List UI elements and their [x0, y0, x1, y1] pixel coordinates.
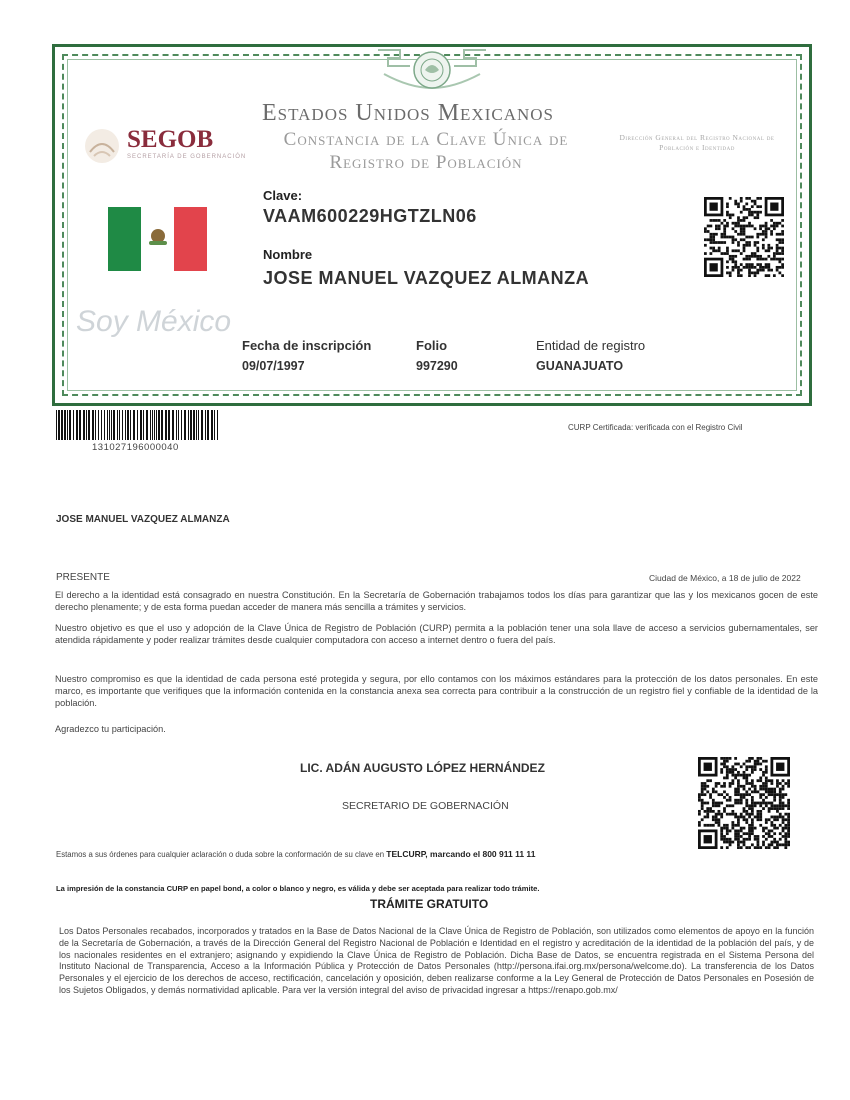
- segob-subtitle: SECRETARÍA DE GOBERNACIÓN: [127, 154, 247, 160]
- curp-value: VAAM600229HGTZLN06: [263, 206, 477, 226]
- paragraph-3: Nuestro compromiso es que la identidad de cada persona esté protegida y segura, por ello contamos con los máximos estándares para la protección de los datos personales. En este marco, es importante que verifiques que la información contenida en la constancia anexa sea correcta para contribuir a la construcción de un registro fiel y confiable de la identidad de la población.: [55, 674, 818, 708]
- validity-note: La impresión de la constancia CURP en papel bond, a color o blanco y negro, es válida y debe ser aceptada para realizar todo trámite.: [56, 884, 540, 893]
- entidad-value: GUANAJUATO: [536, 359, 624, 373]
- clave-label: Clave:: [263, 188, 303, 203]
- entidad-label: Entidad de registro: [536, 338, 646, 353]
- qr-code-icon: [698, 757, 790, 849]
- paragraph-1: El derecho a la identidad está consagrado en nuestra Constitución. En la Secretaría de Gobernación trabajamos todos los días para garantizar que las y los mexicanos gocen de este derecho plenamente; y de esta forma puedan acceder de manera más sencilla a trámites y servicios.: [55, 590, 818, 612]
- privacy-notice: Los Datos Personales recabados, incorporados y tratados en la Base de Datos Nacional de la Clave Única de Registro de Población, son utilizados como elementos de apoyo en la función de la Secretaría de Gobernación, a través de la Dirección General del Registro Nacional de Población e Identidad en el registro y acreditación de la identidad de la población del país, y de los nacionales residentes en el extranjero; asignando y expidiendo la Clave Única de Registro de Población. Dicha Base de Datos, se encuentra registrada en el Sistema Persona del Instituto Nacional de Transparencia, Acceso a la Información Pública y Protección de Datos Personales (http://persona.ifai.org.mx/persona/welcome.do). La transferencia de los Datos Personales y el ejercicio de los derechos de acceso, rectificación, cancelación y oposición, deben realizarse conforme a la Ley General de Protección de Datos Personales en Posesión de los Sujetos Obligados, y demás normatividad aplicable. Para ver la versión integral del aviso de privacidad ingresar a https://renapo.gob.mx/: [59, 926, 814, 995]
- fecha-value: 09/07/1997: [242, 359, 305, 373]
- national-seal-icon: [370, 44, 494, 96]
- signer-name: LIC. ADÁN AUGUSTO LÓPEZ HERNÁNDEZ: [300, 761, 545, 775]
- recipient-name: JOSE MANUEL VAZQUEZ ALMANZA: [56, 514, 230, 525]
- document-title: Constancia de la Clave Única de Registro de Población: [283, 129, 569, 173]
- directorate-name: Dirección General del Registro Nacional de Población e Identidad: [619, 133, 775, 152]
- folio-label: Folio: [416, 338, 448, 353]
- folio-value: 997290: [416, 359, 458, 373]
- presente-text: PRESENTE: [56, 572, 110, 583]
- telcurp-phone: TELCURP, marcando el 800 911 11 11: [386, 849, 536, 859]
- thanks-text: Agradezco tu participación.: [55, 724, 166, 734]
- barcode-icon: [56, 410, 222, 440]
- barcode-number: 131027196000040: [92, 442, 179, 453]
- certified-note: CURP Certificada: verificada con el Registro Civil: [568, 423, 743, 432]
- contact-line: [56, 849, 535, 859]
- nombre-label: Nombre: [263, 247, 313, 262]
- place-date: Ciudad de México, a 18 de julio de 2022: [649, 573, 801, 583]
- name-value: JOSE MANUEL VAZQUEZ ALMANZA: [263, 268, 590, 288]
- watermark-text: Soy México: [76, 305, 232, 338]
- paragraph-2: Nuestro objetivo es que el uso y adopción de la Clave Única de Registro de Población (CURP) permita a la población tener una sola llave de acceso a servicios gubernamentales, ser atendida rápidamente y poder realizar trámites desde cualquier computadora con acceso a internet dentro o fuera del país.: [55, 623, 818, 645]
- signer-title: SECRETARIO DE GOBERNACIÓN: [342, 800, 509, 812]
- segob-logo: SEGOB: [127, 126, 214, 153]
- mexican-flag-icon: [108, 207, 207, 271]
- qr-code-icon: [704, 197, 784, 277]
- fecha-label: Fecha de inscripción: [242, 338, 372, 353]
- segob-seal-icon: [82, 126, 122, 166]
- free-procedure: TRÁMITE GRATUITO: [370, 897, 489, 911]
- country-title: Estados Unidos Mexicanos: [262, 100, 554, 126]
- contact-text: Estamos a sus órdenes para cualquier aclaración o duda sobre la conformación de su clave en: [56, 850, 385, 859]
